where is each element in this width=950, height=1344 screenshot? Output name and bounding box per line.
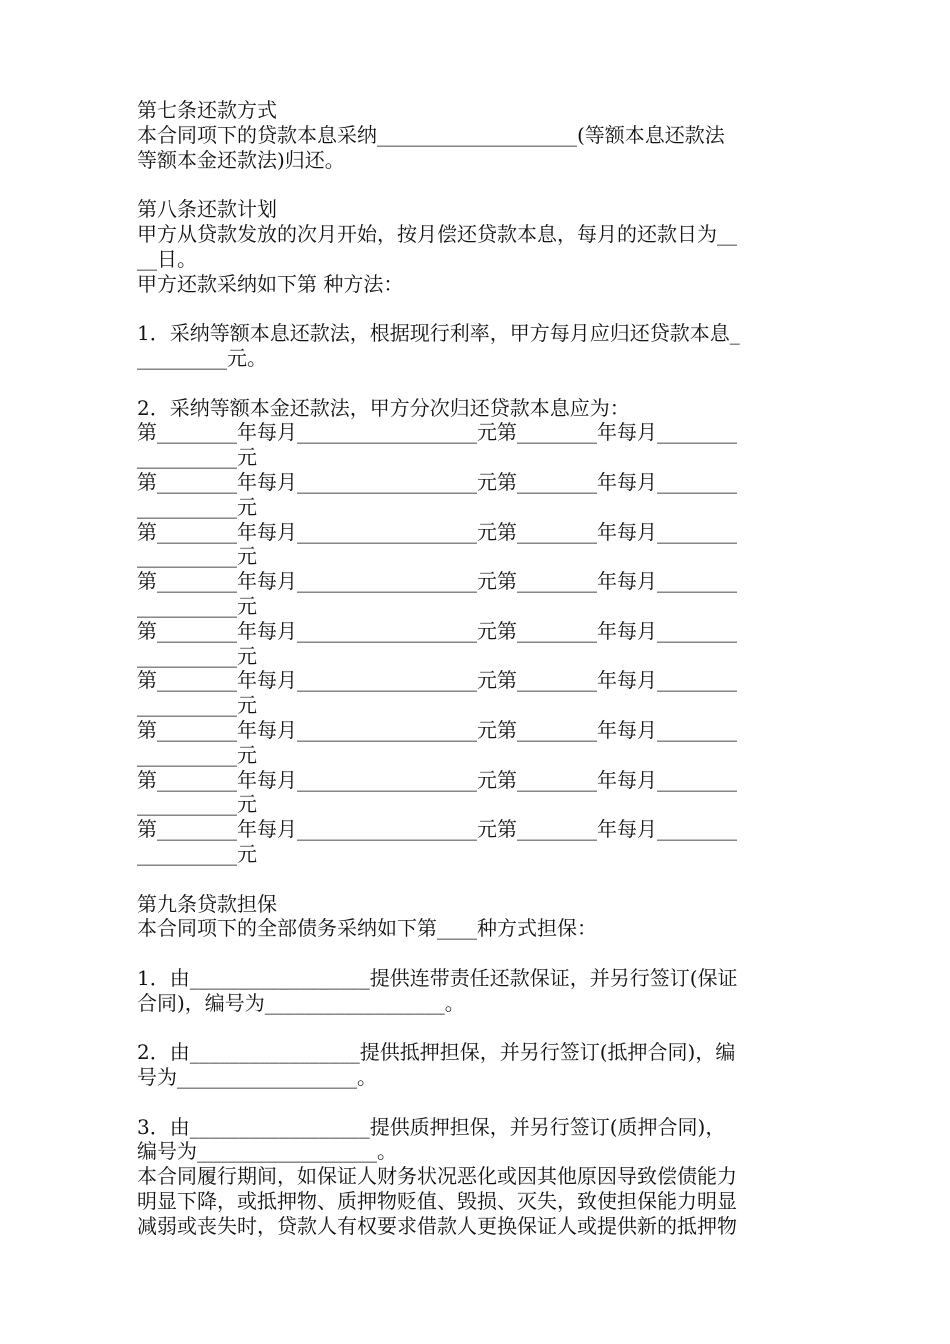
- schedule-row: 第________年每月__________________元第________年每月________: [137, 767, 737, 792]
- text-line: 本合同履行期间，如保证人财务状况恶化或因其他原因导致偿债能力: [137, 1164, 737, 1189]
- section-method-1: [137, 321, 817, 371]
- section-method-2: [137, 396, 817, 867]
- schedule-row: 第________年每月__________________元第________年每月________: [137, 717, 737, 742]
- text-line: 本合同项下的全部债务采纳如下第____种方式担保：: [137, 916, 597, 941]
- text-line: 本合同项下的贷款本息采纳____________________(等额本息还款法: [137, 122, 725, 147]
- schedule-row-cont: __________元: [137, 742, 257, 767]
- article-8-heading: 第八条还款计划: [137, 197, 277, 222]
- paragraph-gap: [137, 172, 817, 197]
- paragraph-gap: [137, 1015, 817, 1040]
- schedule-row: 第________年每月__________________元第________年每月________: [137, 618, 737, 643]
- text-line: 1．由__________________提供连带责任还款保证，并另行签订(保证: [137, 965, 738, 990]
- text-line: 号为__________________。: [137, 1065, 377, 1090]
- text-line: 甲方还款采纳如下第 种方法：: [137, 271, 404, 296]
- paragraph-gap: [137, 941, 817, 966]
- text-line: 2．采纳等额本金还款法，甲方分次归还贷款本息应为：: [137, 395, 630, 420]
- section-guarantee-2: [137, 1040, 817, 1090]
- schedule-row: 第________年每月__________________元第________年每月________: [137, 519, 737, 544]
- schedule-row: 第________年每月__________________元第________年每月________: [137, 569, 737, 594]
- schedule-row-cont: __________元: [137, 494, 257, 519]
- section-article-7: [137, 98, 817, 172]
- schedule-row: 第________年每月__________________元第________年每月________: [137, 469, 737, 494]
- text-line: __日。: [137, 246, 197, 271]
- paragraph-gap: [137, 1090, 817, 1115]
- article-7-heading: 第七条还款方式: [137, 98, 277, 122]
- schedule-row: 第________年每月__________________元第________年每月________: [137, 420, 737, 445]
- section-guarantee-3: [137, 1115, 817, 1239]
- text-line: 3．由__________________提供质押担保，并另行签订(质押合同)，: [137, 1114, 726, 1139]
- text-line: 等额本金还款法)归还。: [137, 147, 345, 172]
- paragraph-gap: [137, 371, 817, 396]
- text-line: 明显下降，或抵押物、质押物贬值、毁损、灭失，致使担保能力明显: [137, 1189, 737, 1214]
- section-article-9: [137, 892, 817, 942]
- section-guarantee-1: [137, 966, 817, 1016]
- text-line: 甲方从贷款发放的次月开始，按月偿还贷款本息，每月的还款日为__: [137, 221, 737, 246]
- text-line: 2．由_________________提供抵押担保，并另行签订(抵押合同)，编: [137, 1040, 736, 1065]
- text-line: 减弱或丧失时，贷款人有权要求借款人更换保证人或提供新的抵押物: [137, 1213, 737, 1238]
- schedule-row-cont: __________元: [137, 445, 257, 470]
- schedule-row-cont: __________元: [137, 544, 257, 569]
- text-line: 合同)，编号为__________________。: [137, 990, 465, 1015]
- schedule-row-cont: __________元: [137, 593, 257, 618]
- schedule-row-cont: __________元: [137, 643, 257, 668]
- schedule-row: 第________年每月__________________元第________年每月________: [137, 817, 737, 842]
- paragraph-gap: [137, 867, 817, 892]
- article-9-heading: 第九条贷款担保: [137, 891, 277, 916]
- text-line: _________元。: [137, 345, 267, 370]
- text-line: 编号为__________________。: [137, 1139, 397, 1164]
- schedule-row-cont: __________元: [137, 841, 257, 866]
- schedule-row-cont: __________元: [137, 693, 257, 718]
- schedule-row-cont: __________元: [137, 792, 257, 817]
- contract-page: [137, 98, 817, 1239]
- text-line: 1．采纳等额本息还款法，根据现行利率，甲方每月应归还贷款本息_: [137, 321, 740, 346]
- section-article-8: [137, 197, 817, 296]
- paragraph-gap: [137, 296, 817, 321]
- schedule-row: 第________年每月__________________元第________年每月________: [137, 668, 737, 693]
